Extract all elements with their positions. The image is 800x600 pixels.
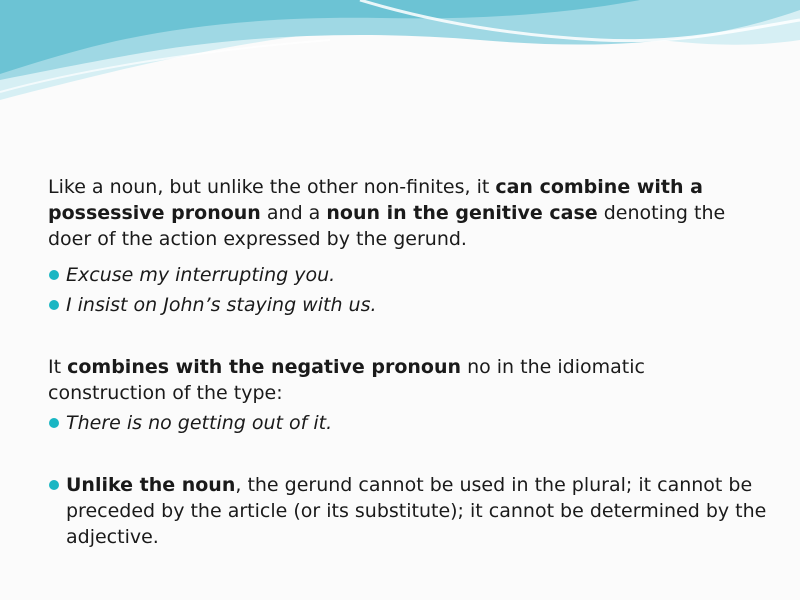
text: , the gerund cannot be used in the plural; it cannot be preceded by the article (or its substitute); it cannot be determined by the adjective. [66,474,767,548]
paragraph-possessive [48,174,768,252]
example-text: There is no getting out of it. [66,412,333,434]
paragraph-negative-pronoun [48,354,768,406]
bold-text: Unlike the noun [66,474,236,496]
bold-text: combines with the negative pronoun [67,356,462,378]
bullet-dot-icon [49,418,59,428]
text: Like a noun, but unlike the other non-finites, it [48,176,496,198]
example-text: I insist on John’s staying with us. [66,294,377,316]
example-bullet [48,410,768,436]
text: It [48,356,68,378]
text: denoting the doer of the action expressed by the gerund. [48,202,726,250]
text: no in the idiomatic construction of the type: [48,356,645,404]
example-bullet [48,292,768,318]
text: and a [260,202,327,224]
bullet-dot-icon [49,300,59,310]
slide-body [48,174,768,550]
bullet-dot-icon [49,270,59,280]
unlike-noun-bullet [48,472,768,550]
example-text: Excuse my interrupting you. [66,264,336,286]
header-wave-decoration [0,0,800,130]
example-bullet [48,262,768,288]
bold-text: can combine with a possessive pronoun [48,176,703,224]
bullet-dot-icon [49,480,59,490]
bold-text: noun in the genitive case [326,202,598,224]
